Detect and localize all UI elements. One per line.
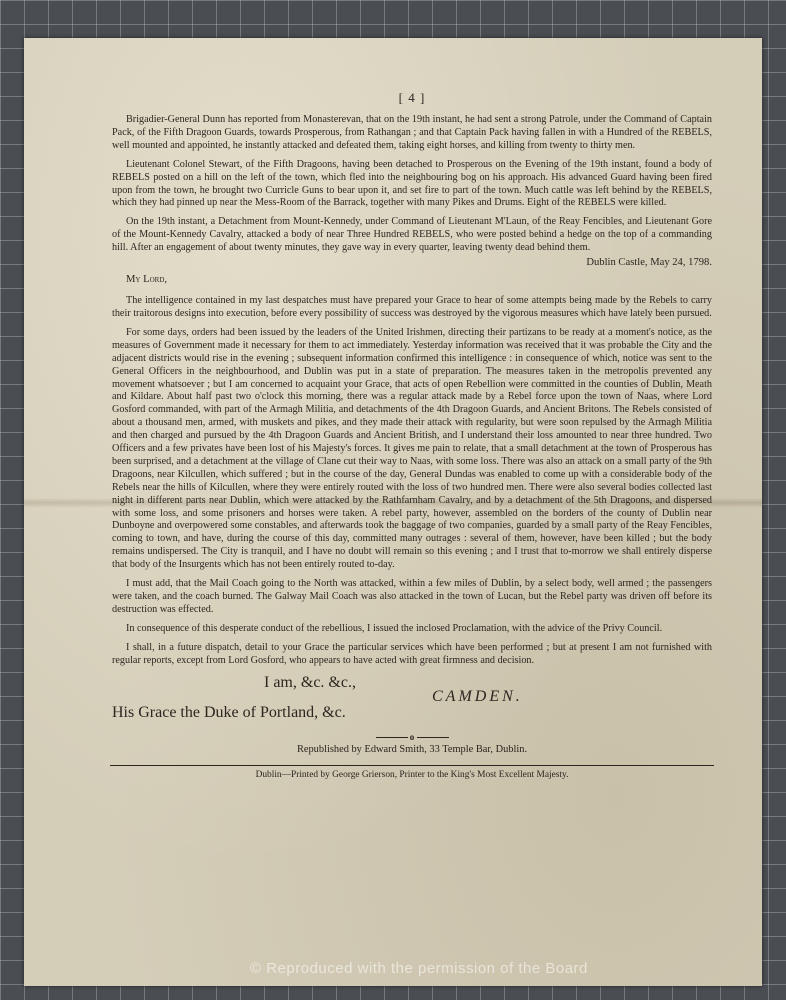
printer-imprint: Dublin—Printed by George Grierson, Printer to the King's Most Excellent Majesty. [255,769,569,780]
watermark-text: © Reproduced with the permission of the Board [250,960,588,977]
divider [112,732,712,742]
paragraph-main-account: For some days, orders had been issued by the leaders of the United Irishmen, directing their partizans to be ready at a moment's notice, as the measures of Government made it necessary for them to act immediately. Yesterday information was received that it was probable the City and the adjacent districts would rise in the evening ; subsequent information confirmed this intelligence : in consequence of which, notice was sent to the General Officers in the neighbourhood, and Dublin was put in a state of preparation. The measures taken in the metropolis prevented any movement whatsoever ; but I am concerned to acquaint your Grace, that acts of open Rebellion were committed in the counties of Dublin, Meath and Kildare. About half past two o'clock this morning, there was a regular attack made by a Rebel force upon the town of Naas, where Lord Gosford commanded, with part of the Armagh Militia, and detachments of the 4th Dragoon Guards, and Ancient Britons. The Rebels consisted of about a thousand men, armed, with muskets and pikes, and they made their attack with regularity, but were soon repulsed by the Armagh Militia and then charged and pursued by the 4th Dragoon Guards and Ancient British, and I understand their loss amounted to near three hundred. Two Officers and a few privates have been lost of his Majesty's forces. It gives me pain to relate, that a small detachment at the town of Prosperous has been surprised, and a detachment at the village of Clane cut their way to Naas, with some loss. There was also an attack on a small party of the 9th Dragoons, near Kilcullen, which suffered ; but in the course of the day, General Dundas was enabled to come up with a considerable body of the Rebels near the hills of Kilcullen, where they were entirely routed with the loss of two hundred men. There were also several bodies collected last night in different parts near Dublin, which were attacked by the Rathfarnham Cavalry, and by a detachment of the 5th Dragoons, and dispersed with some loss, and some prisoners and horses were taken. A rebel party, however, assembled on the borders of the county of Dublin near Dunboyne and overpowered some constables, and afterwards took the baggage of two companies, guarded by a small party of the Reay Fencibles, coming to town, and have, during the course of this day, committed many outrages : several of them, however, have been killed ; but the body remains undispersed. The City is tranquil, and I have no doubt will remain so this evening ; and I trust that to-morrow we shall entirely disperse that body of the Insurgents which has not been entirely routed to-day. [112,326,712,571]
horizontal-rule [110,765,714,766]
addressee: His Grace the Duke of Portland, &c. [112,703,346,721]
document-page [24,38,762,986]
divider-mark: o [409,731,415,742]
paragraph-intelligence: The intelligence contained in my last despatches must have prepared your Grace to hear of some attempts being made by the Rebels to carry their traitorous designs into execution, before every possibility of success was destroyed by the vigorous measures which have lately been pursued. [112,295,712,319]
paragraph-proclamation: In consequence of this desperate conduct of the rebellious, I issued the inclosed Proclamation, with the advice of the Privy Council. [126,622,663,634]
signature-block [112,674,712,730]
paragraph-dunn-report: Brigadier-General Dunn has reported from Monasterevan, that on the 19th instant, he had sent a strong Patrole, under the Command of Captain Pack, of the Fifth Dragoon Guards, towards Prosperous, from Rathangan ; and that Captain Pack having fallen in with a Hundred of the REBELS, well mounted and appointed, he instantly attacked and defeated them, taking eight horses, and killing from twenty to thirty men. [112,114,712,151]
paragraph-future-dispatch: I shall, in a future dispatch, detail to your Grace the particular services which have been performed ; but at present I am not furnished with regular reports, except from Lord Gosford, who appears to have acted with great firmness and decision. [112,641,712,666]
document-body [112,90,712,780]
dateline: Dublin Castle, May 24, 1798. [586,257,712,269]
salutation: My Lord, [126,274,168,286]
signature: CAMDEN. [432,687,523,705]
paragraph-stewart-report: Lieutenant Colonel Stewart, of the Fifth Dragoons, having been detached to Prosperous on the Evening of the 19th instant, found a body of REBELS posted on a hill on the left of the town, which fled into the neighbouring bog on his approach. His advanced Guard having been fired upon from the town, he brought two Curricle Guns to bear upon it, and set fire to part of the town. Much cattle was left behind by the REBELS, which they had pinned up near the Mess-Room of the Barrack, together with many Pikes and Drums. Eight of the REBELS were killed. [112,158,712,209]
closing-line: I am, &c. &c., [264,673,356,691]
paragraph-mail-coach: I must add, that the Mail Coach going to the North was attacked, within a few miles of Dublin, by a select body, well armed ; the passengers were taken, and the coach burned. The Galway Mail Coach was also attacked in the town of Lucan, but the Rebel party was driven off before its destruction was effected. [112,578,712,615]
page-number: [ 4 ] [398,90,426,105]
republished-line: Republished by Edward Smith, 33 Temple Bar, Dublin. [296,743,528,755]
paragraph-mount-kennedy-report: On the 19th instant, a Detachment from Mount-Kennedy, under Command of Lieutenant M'Laun, of the Reay Fencibles, and Lieutenant Gore of the Mount-Kennedy Cavalry, attacked a body of near Three Hundred REBELS, who were posted behind a hedge on the top of a commanding hill. After an engagement of about twenty minutes, they gave way in every quarter, leaving twenty dead behind them. [112,216,712,254]
